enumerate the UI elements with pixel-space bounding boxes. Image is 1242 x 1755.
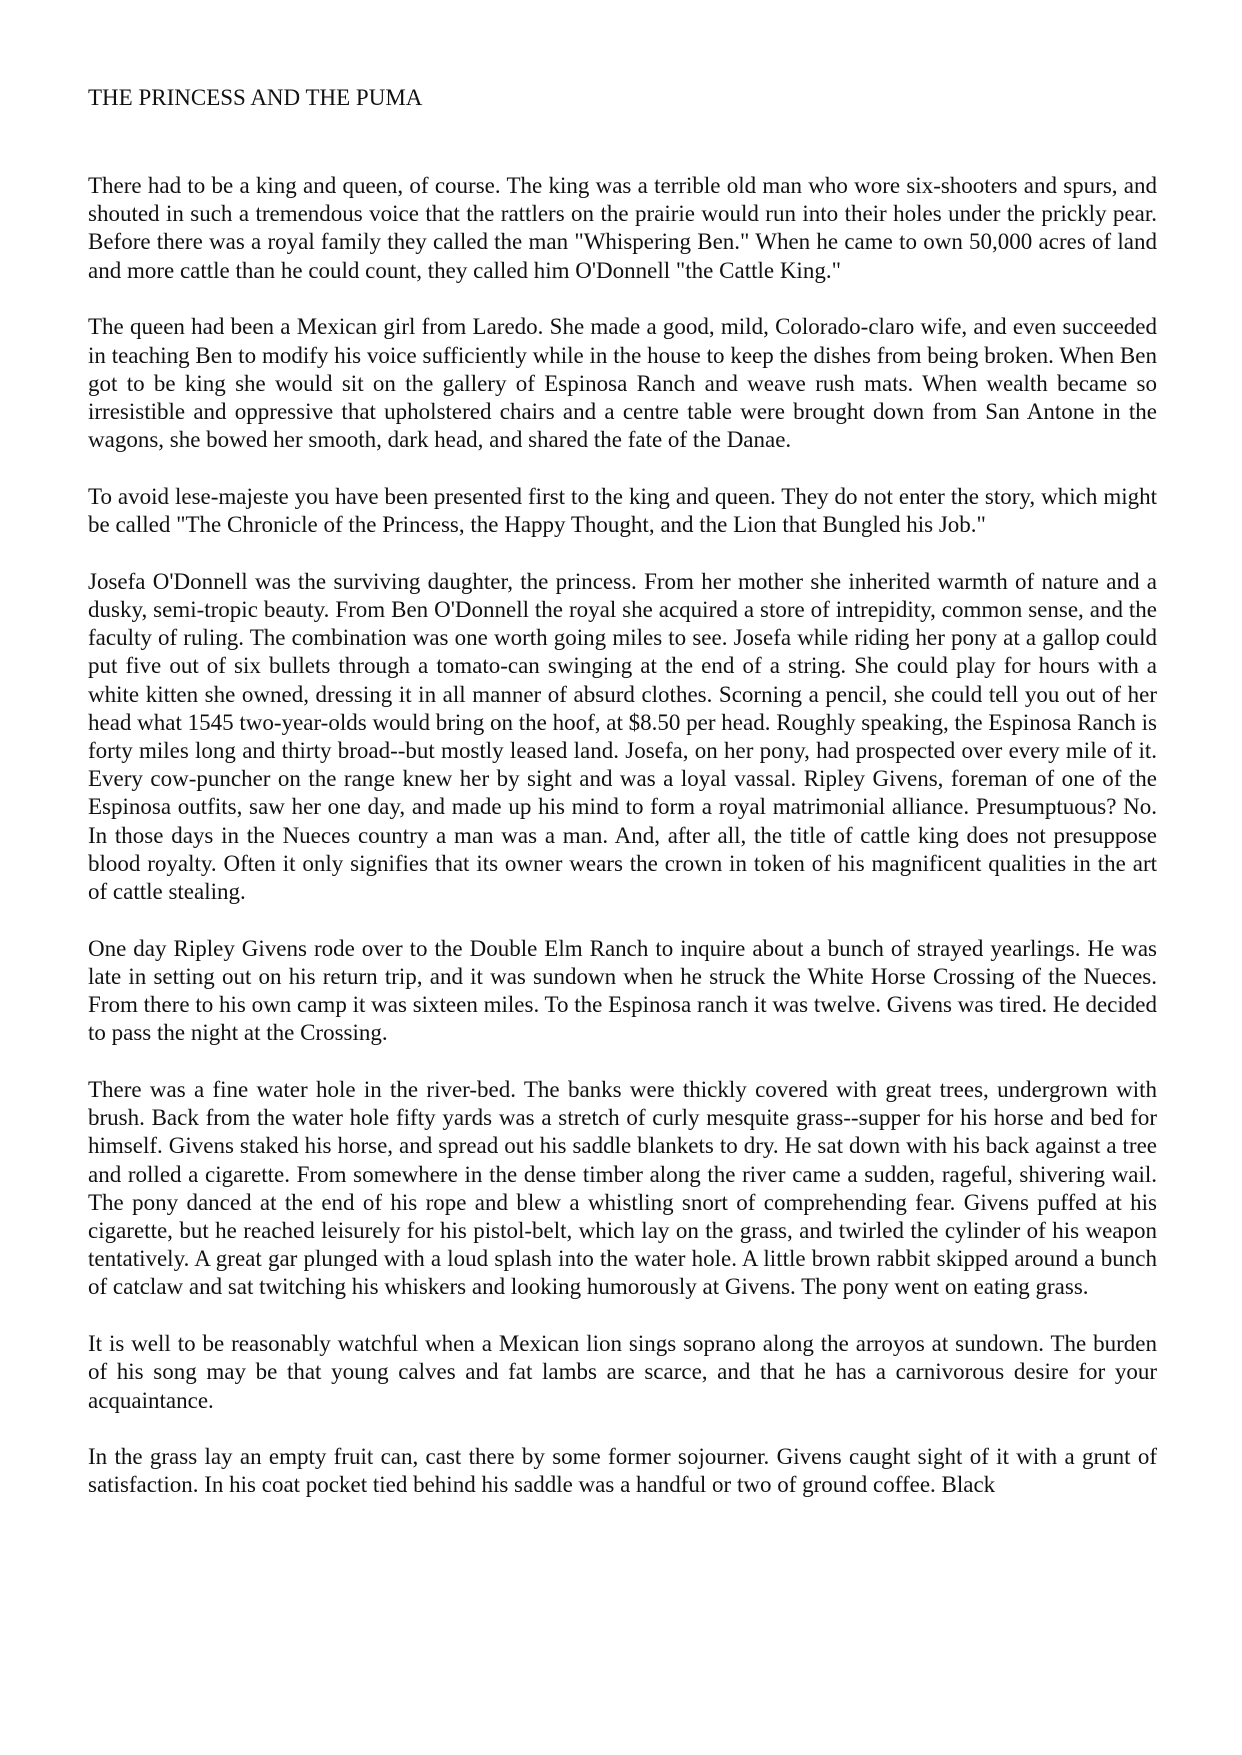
paragraph: The queen had been a Mexican girl from Laredo. She made a good, mild, Colorado-claro wife, and even succeeded in teaching Ben to modify his voice sufficiently while in the house to keep the dishes from being broken. When Ben got to be king she would sit on the gallery of Espinosa Ranch and weave rush mats. When wealth became so irresistible and oppressive that upholstered chairs and a centre table were brought down from San Antone in the wagons, she bowed her smooth, dark head, and shared the fate of the Danae. <box>88 314 1157 453</box>
paragraph: There was a fine water hole in the river-bed. The banks were thickly covered with great trees, undergrown with brush. Back from the water hole fifty yards was a stretch of curly mesquite grass--supper for his horse and bed for himself. Givens staked his horse, and spread out his saddle blankets to dry. He sat down with his back against a tree and rolled a cigarette. From somewhere in the dense timber along the river came a sudden, rageful, shivering wail. The pony danced at the end of his rope and blew a whistling snort of comprehending fear. Givens puffed at his cigarette, but he reached leisurely for his pistol-belt, which lay on the grass, and twirled the cylinder of his weapon tentatively. A great gar plunged with a loud splash into the water hole. A little brown rabbit skipped around a bunch of catclaw and sat twitching his whiskers and looking humorously at Givens. The pony went on eating grass. <box>88 1076 1157 1300</box>
paragraph: There had to be a king and queen, of course. The king was a terrible old man who wore six-shooters and spurs, and shouted in such a tremendous voice that the rattlers on the prairie would run into their holes under the prickly pear. Before there was a royal family they called the man "Whispering Ben." When he came to own 50,000 acres of land and more cattle than he could count, they called him O'Donnell "the Cattle King." <box>88 173 1157 283</box>
paragraph: One day Ripley Givens rode over to the Double Elm Ranch to inquire about a bunch of strayed yearlings. He was late in setting out on his return trip, and it was sundown when he struck the White Horse Crossing of the Nueces. From there to his own camp it was sixteen miles. To the Espinosa ranch it was twelve. Givens was tired. He decided to pass the night at the Crossing. <box>88 935 1157 1046</box>
paragraph: It is well to be reasonably watchful when a Mexican lion sings soprano along the arroyos at sundown. The burden of his song may be that young calves and fat lambs are scarce, and that he has a carnivorous desire for your acquaintance. <box>88 1331 1157 1413</box>
document-page <box>88 84 1157 1500</box>
paragraph: To avoid lese-majeste you have been presented first to the king and queen. They do not enter the story, which might be called "The Chronicle of the Princess, the Happy Thought, and the Lion that Bungled his Job." <box>88 483 1157 538</box>
paragraph: In the grass lay an empty fruit can, cast there by some former sojourner. Givens caught sight of it with a grunt of satisfaction. In his coat pocket tied behind his saddle was a handful or two of ground coffee. Black <box>88 1444 1157 1498</box>
document-title: THE PRINCESS AND THE PUMA <box>88 85 423 110</box>
paragraph: Josefa O'Donnell was the surviving daughter, the princess. From her mother she inherited warmth of nature and a dusky, semi-tropic beauty. From Ben O'Donnell the royal she acquired a store of intrepidity, common sense, and the faculty of ruling. The combination was one worth going miles to see. Josefa while riding her pony at a gallop could put five out of six bullets through a tomato-can swinging at the end of a string. She could play for hours with a white kitten she owned, dressing it in all manner of absurd clothes. Scorning a pencil, she could tell you out of her head what 1545 two-year-olds would bring on the hoof, at $8.50 per head. Roughly speaking, the Espinosa Ranch is forty miles long and thirty broad--but mostly leased land. Josefa, on her pony, had prospected over every mile of it. Every cow-puncher on the range knew her by sight and was a loyal vassal. Ripley Givens, foreman of one of the Espinosa outfits, saw her one day, and made up his mind to form a royal matrimonial alliance. Presumptuous? No. In those days in the Nueces country a man was a man. And, after all, the title of cattle king does not presuppose blood royalty. Often it only signifies that its owner wears the crown in token of his magnificent qualities in the art of cattle stealing. <box>88 568 1157 904</box>
